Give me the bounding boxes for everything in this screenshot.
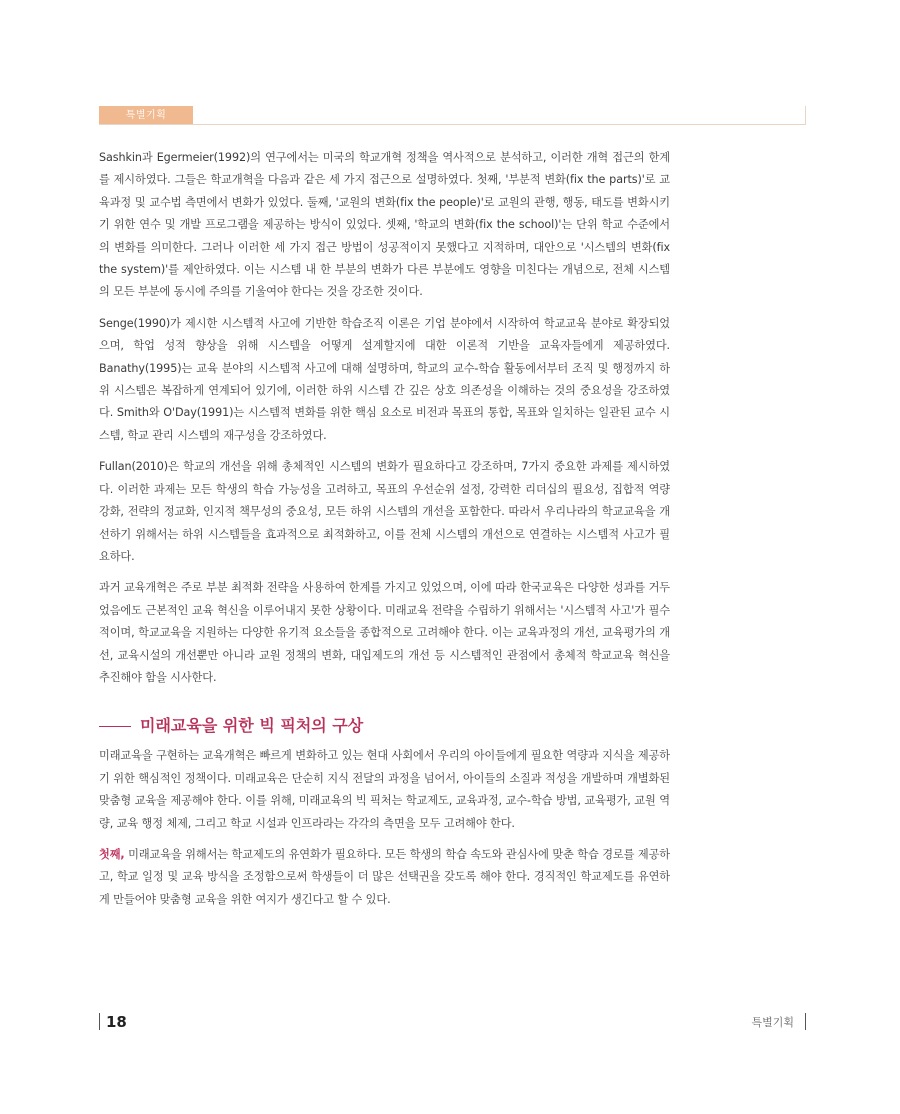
paragraph-future-education: 미래교육을 구현하는 교육개혁은 빠르게 변화하고 있는 현대 사회에서 우리의 아이들에게 필요한 역량과 지식을 제공하기 위한 핵심적인 정책이다. 미래교육은 단순히 지식 전달의 과정을 넘어서, 아이들의 소질과 적성을 개발하며 개별화된 맞춤형 교육을 제공해야 한다. 이를 위해, 미래교육의 빅 픽처는 학교제도, 교육과정, 교수-학습 방법, 교육평가, 교원 역량, 교육 행정 체제, 그리고 학교 시설과 인프라라는 각각의 측면을 모두 고려해야 한다. — [99, 749, 670, 830]
paragraph-first-point — [99, 844, 670, 911]
first-point-lead: 첫째, — [99, 847, 125, 861]
section-title: 미래교육을 위한 빅 픽처의 구상 — [140, 716, 364, 736]
paragraph-past-reform: 과거 교육개혁은 주로 부분 최적화 전략을 사용하여 한계를 가지고 있었으며, 이에 따라 한국교육은 다양한 성과를 거두었음에도 근본적인 교육 혁신을 이루어내지 못한 상황이다. 미래교육 전략을 수립하기 위해서는 '시스템적 사고'가 필수적이며, 학교교육을 지원하는 다양한 유기적 요소들을 종합적으로 고려해야 한다. 이는 교육과정의 개선, 교육평가의 개선, 교육시설의 개선뿐만 아니라 교원 정책의 변화, 대입제도의 개선 등 시스템적인 관점에서 총체적 학교교육 혁신을 추진해야 함을 시사한다. — [99, 581, 670, 684]
footer-right-bar — [805, 1013, 806, 1030]
header-divider — [99, 124, 806, 125]
page-number: 18 — [106, 1013, 127, 1031]
paragraph-senge: Senge(1990)가 제시한 시스템적 사고에 기반한 학습조직 이론은 기업 분야에서 시작하여 학교교육 분야로 확장되었으며, 학업 성적 향상을 위해 시스템을 어떻게 설계할지에 대한 이론적 기반을 교육자들에게 제공하였다. Banathy(1995)는 교육 분야의 시스템적 사고에 대해 설명하며, 학교의 교수-학습 활동에서부터 조직 및 행정까지 하위 시스템은 복잡하게 연계되어 있기에, 이러한 하위 시스템 간 깊은 상호 의존성을 이해하는 것의 중요성을 강조하였다. Smith와 O'Day(1991)는 시스템적 변화를 위한 핵심 요소로 비전과 목표의 통합, 목표와 일치하는 일관된 교수 시스템, 학교 관리 시스템의 재구성을 강조하였다. — [99, 316, 670, 442]
article-body — [99, 147, 670, 920]
heading-rule — [99, 726, 131, 727]
paragraph-sashkin: Sashkin과 Egermeier(1992)의 연구에서는 미국의 학교개혁 정책을 역사적으로 분석하고, 이러한 개혁 접근의 한계를 제시하였다. 그들은 학교개혁을 다음과 같은 세 가지 접근으로 설명하였다. 첫째, '부분적 변화(fix the parts)'로 교육과정 및 교수법 측면에서 변화가 있었다. 둘째, '교원의 변화(fix the people)'로 교원의 관행, 행동, 태도를 변화시키기 위한 연수 및 개발 프로그램을 제공하는 방식이 있었다. 셋째, '학교의 변화(fix the school)'는 단위 학교 수준에서의 변화를 의미한다. 그러나 이러한 세 가지 접근 방법이 성공적이지 못했다고 지적하며, 대안으로 '시스템의 변화(fix the system)'를 제안하였다. 이는 시스템 내 한 부분의 변화가 다른 부분에도 영향을 미친다는 개념으로, 전체 시스템의 모든 부분에 동시에 주의를 기울여야 한다는 것을 강조한 것이다. — [99, 151, 670, 299]
first-point-text: 미래교육을 위해서는 학교제도의 유연화가 필요하다. 모든 학생의 학습 속도와 관심사에 맞춘 학습 경로를 제공하고, 학교 일정 및 교육 방식을 조정함으로써 학생들이 더 많은 선택권을 갖도록 해야 한다. 경직적인 학교제도를 유연하게 만들어야 맞춤형 교육을 위한 여지가 생긴다고 할 수 있다. — [99, 847, 670, 906]
section-heading — [99, 713, 670, 739]
paragraph-fullan: Fullan(2010)은 학교의 개선을 위해 총체적인 시스템의 변화가 필요하다고 강조하며, 7가지 중요한 과제를 제시하였다. 이러한 과제는 모든 학생의 학습 가능성을 고려하고, 목표의 우선순위 설정, 강력한 리더십의 필요성, 집합적 역량 강화, 전략의 정교화, 인지적 책무성의 중요성, 모든 하위 시스템의 개선을 포함한다. 따라서 우리나라의 학교교육을 개선하기 위해서는 하위 시스템들을 효과적으로 최적화하고, 이를 전체 시스템의 개선으로 연결하는 시스템적 사고가 필요하다. — [99, 460, 670, 563]
footer-left-bar — [99, 1013, 100, 1030]
section-tag: 특별기획 — [99, 106, 193, 125]
header-divider-tick — [805, 106, 806, 125]
footer-section-label: 특별기획 — [751, 1016, 794, 1029]
